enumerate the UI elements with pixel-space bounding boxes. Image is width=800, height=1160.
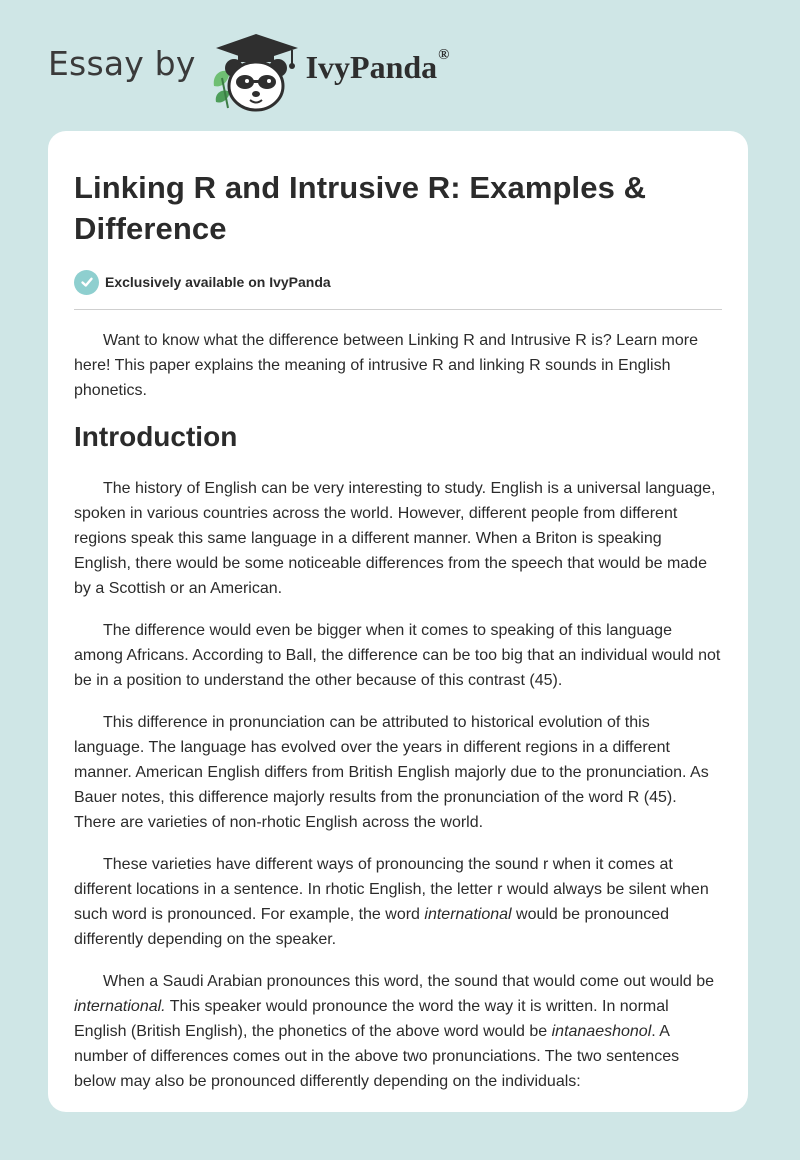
paragraph: The history of English can be very interesting to study. English is a universal language, spoken in various countries across the world. However, different people from different regions speak this same language in a different manner. When a Briton is speaking English, there would be some noticeable differences from the speech that would be made by a Scottish or an American.: [74, 480, 716, 597]
divider: [74, 309, 722, 310]
italic-term: intanaeshonol: [551, 1023, 652, 1040]
paragraph: When a Saudi Arabian pronounces this word, the sound that would come out would be international. This speaker would pronounce the word the way it is written. In normal English (British English), the phonetics of the above word would be intanaeshonol. A number of differences comes out in the above two pronunciations. The two sentences below may also be pronounced differently depending on the individuals:: [74, 973, 715, 1090]
paragraph: These varieties have different ways of pronouncing the sound r when it comes at different locations in a sentence. In rhotic English, the letter r would always be silent when such word is pronounced. For example, the word international would be pronounced differently depending on the speaker.: [74, 856, 709, 948]
section-heading: Introduction: [74, 421, 238, 452]
brand-logo-text[interactable]: IvyPanda®: [305, 46, 450, 85]
paragraph: This difference in pronunciation can be attributed to historical evolution of this language. The language has evolved over the years in different regions in a different manner. American English differs from British English majorly due to the pronunciation. As Bauer notes, this difference majorly results from the pronunciation of the word R (45). There are varieties of non-rhotic English across the world.: [74, 714, 709, 831]
exclusive-badge: [74, 269, 722, 295]
article-title: Linking R and Intrusive R: Examples & Difference: [74, 170, 647, 246]
essay-by-label: Essay by: [48, 43, 196, 83]
check-circle-icon: [74, 270, 99, 295]
panda-graduate-icon: [210, 28, 302, 112]
article-card: [48, 131, 748, 1112]
intro-paragraph: Want to know what the difference between Linking R and Intrusive R is? Learn more here! This paper explains the meaning of intrusive R and linking R sounds in English phonetics.: [74, 332, 698, 399]
paragraph: The difference would even be bigger when it comes to speaking of this language among Africans. According to Ball, the difference can be too big that an individual would not be in a position to understand the other because of this contrast (45).: [74, 622, 721, 689]
italic-term: international: [424, 906, 512, 923]
italic-term: international.: [74, 998, 166, 1015]
registered-mark: ®: [438, 46, 450, 63]
exclusive-text: Exclusively available on IvyPanda: [105, 274, 331, 290]
site-header: [48, 28, 449, 112]
